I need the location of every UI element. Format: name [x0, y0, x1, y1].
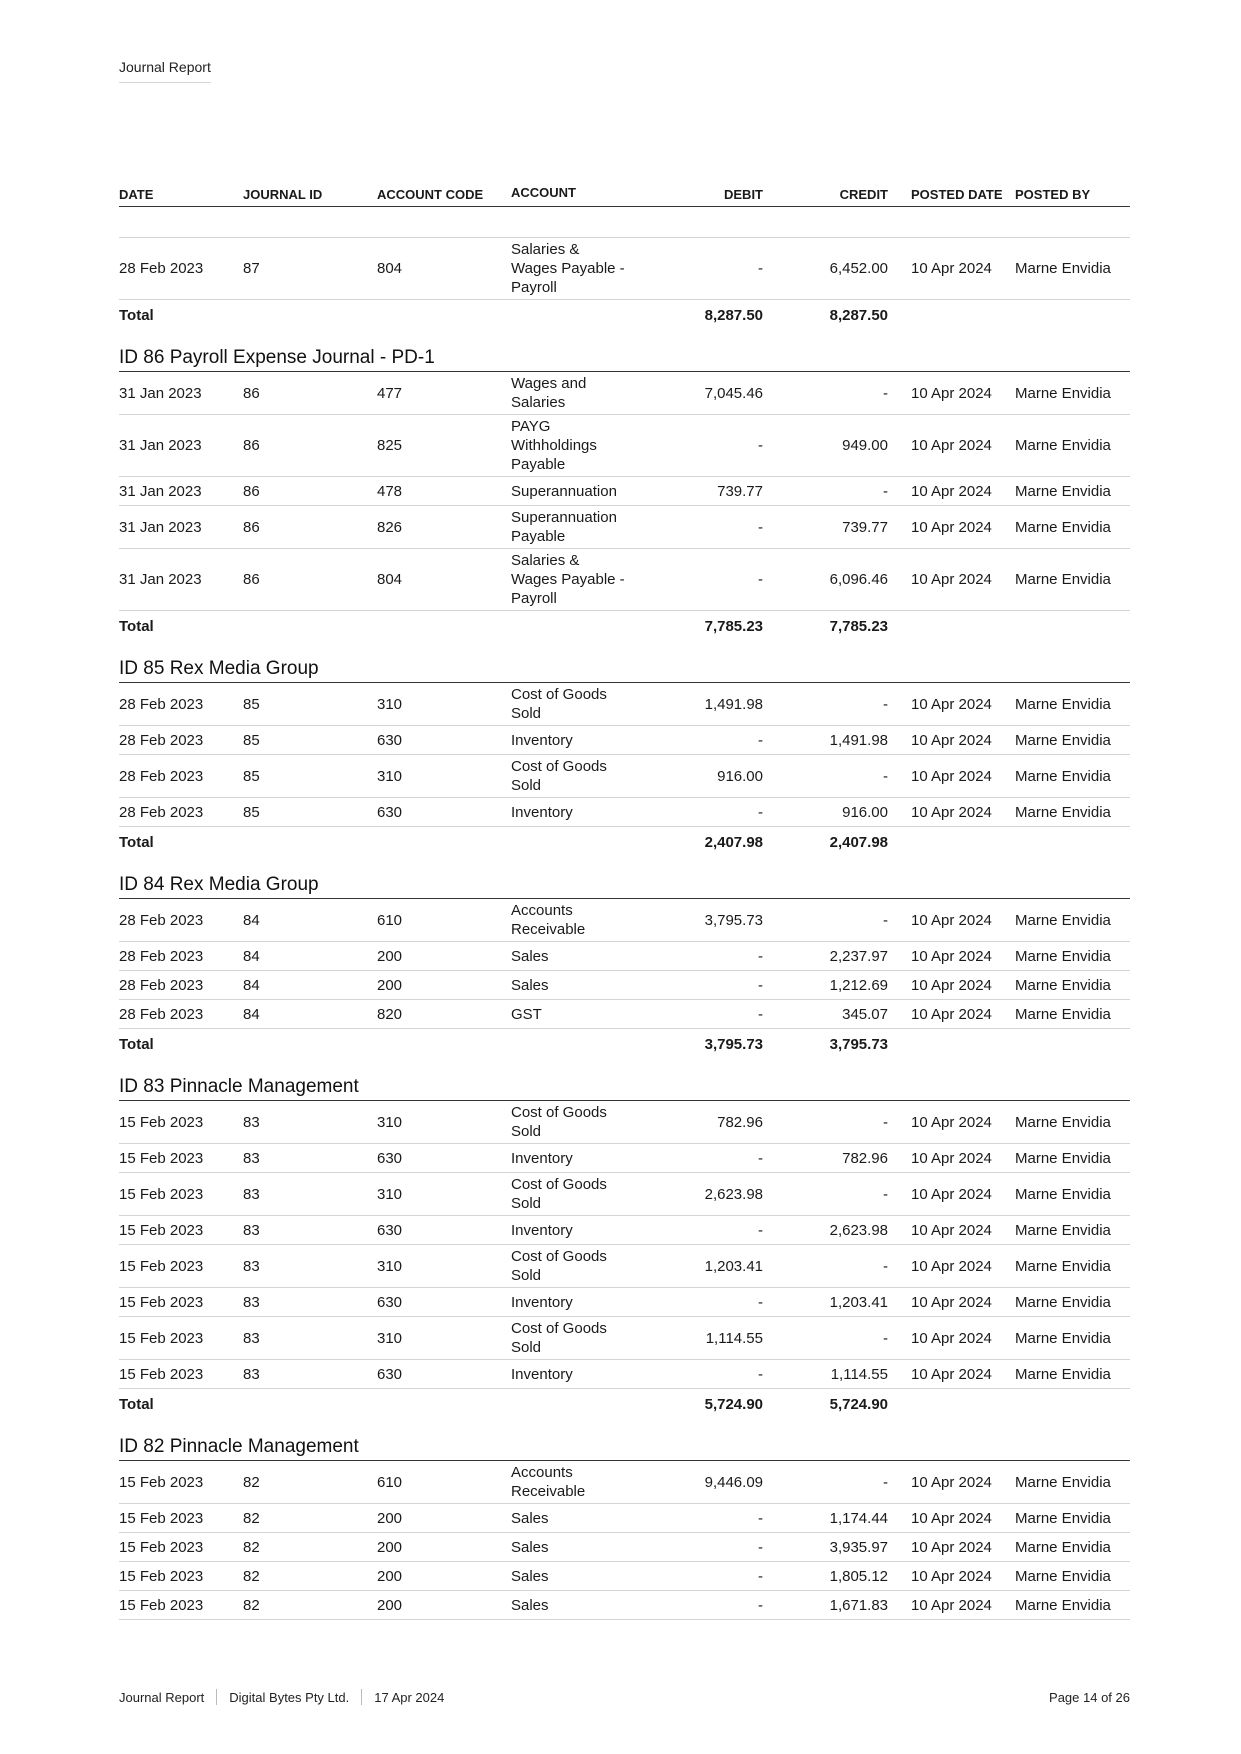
cell-posted-by: Marne Envidia: [1015, 1473, 1111, 1491]
cell-posted-by: Marne Envidia: [1015, 1113, 1111, 1131]
cell-date: 31 Jan 2023: [119, 437, 202, 454]
cell-account: Salaries & Wages Payable - Payroll: [511, 241, 625, 296]
cell-journal-id: 83: [243, 1221, 260, 1239]
cell-date: 15 Feb 2023: [119, 1365, 204, 1383]
table-row: [119, 1533, 1130, 1562]
cell-account: Sales: [511, 976, 549, 994]
cell-date: 15 Feb 2023: [119, 1257, 204, 1275]
cell-debit: -: [758, 437, 763, 454]
total-row: [119, 827, 1130, 857]
cell-credit: 1,671.83: [829, 1596, 888, 1614]
cell-account-code: 804: [377, 260, 403, 277]
cell-account: Inventory: [511, 1293, 573, 1311]
cell-journal-id: 84: [243, 1005, 260, 1023]
table-row: [119, 238, 1130, 300]
cell-account: Inventory: [511, 1149, 573, 1167]
cell-posted-by: Marne Envidia: [1015, 1509, 1111, 1527]
footer-page-number: Page 14 of 26: [1049, 1689, 1130, 1705]
cell-account: Superannuation Payable: [511, 509, 617, 545]
cell-debit: -: [758, 1149, 763, 1167]
cell-date: 15 Feb 2023: [119, 1293, 204, 1311]
cell-debit: -: [758, 1509, 763, 1527]
table-row: [119, 1216, 1130, 1245]
cell-date: 28 Feb 2023: [119, 803, 204, 821]
table-header: [119, 180, 1130, 207]
cell-debit: -: [758, 1596, 763, 1614]
table-row: [119, 942, 1130, 971]
cell-credit: -: [883, 911, 888, 929]
table-row: [119, 1504, 1130, 1533]
cell-account: Inventory: [511, 803, 573, 821]
journal-group-title: ID 86 Payroll Expense Journal - PD-1: [119, 346, 1130, 372]
table-row: [119, 899, 1130, 942]
cell-journal-id: 82: [243, 1538, 260, 1556]
cell-posted-by: Marne Envidia: [1015, 260, 1111, 277]
cell-date: 15 Feb 2023: [119, 1596, 204, 1614]
cell-account: Inventory: [511, 1365, 573, 1383]
cell-credit: 1,174.44: [829, 1509, 888, 1527]
table-row: [119, 1000, 1130, 1029]
journal-group-title: ID 84 Rex Media Group: [119, 873, 1130, 899]
journal-body: [119, 238, 1130, 1620]
cell-credit: 2,237.97: [829, 947, 888, 965]
cell-posted-date: 10 Apr 2024: [911, 384, 992, 402]
cell-date: 15 Feb 2023: [119, 1473, 204, 1491]
page-header-title: Journal Report: [119, 59, 211, 83]
table-row: [119, 1562, 1130, 1591]
cell-posted-by: Marne Envidia: [1015, 384, 1111, 402]
cell-posted-date: 10 Apr 2024: [911, 1538, 992, 1556]
cell-posted-by: Marne Envidia: [1015, 1567, 1111, 1585]
cell-journal-id: 83: [243, 1149, 260, 1167]
cell-account-code: 826: [377, 518, 403, 536]
cell-posted-date: 10 Apr 2024: [911, 1149, 992, 1167]
cell-posted-by: Marne Envidia: [1015, 1538, 1111, 1556]
cell-account-code: 200: [377, 947, 403, 965]
journal-report-table: [119, 180, 1130, 1620]
cell-account: Sales: [511, 1509, 549, 1527]
footer-report-name: Journal Report: [119, 1689, 205, 1705]
cell-posted-date: 10 Apr 2024: [911, 1113, 992, 1131]
cell-account-code: 610: [377, 911, 403, 929]
cell-debit: -: [758, 976, 763, 994]
cell-credit: -: [883, 1329, 888, 1347]
cell-journal-id: 86: [243, 437, 260, 454]
cell-account: Sales: [511, 1538, 549, 1556]
table-row: [119, 755, 1130, 798]
cell-posted-date: 10 Apr 2024: [911, 1329, 992, 1347]
cell-debit: 782.96: [717, 1113, 763, 1131]
cell-posted-by: Marne Envidia: [1015, 482, 1111, 500]
table-row: [119, 683, 1130, 726]
table-row: [119, 1591, 1130, 1620]
cell-credit: -: [883, 767, 888, 785]
cell-account-code: 820: [377, 1005, 403, 1023]
cell-date: 15 Feb 2023: [119, 1509, 204, 1527]
cell-journal-id: 83: [243, 1365, 260, 1383]
cell-debit: -: [758, 803, 763, 821]
journal-group-title: ID 83 Pinnacle Management: [119, 1075, 1130, 1101]
cell-credit: -: [883, 1257, 888, 1275]
total-row: [119, 611, 1130, 641]
cell-debit: 2,623.98: [704, 1185, 763, 1203]
cell-debit: -: [758, 260, 763, 277]
total-label: Total: [119, 617, 154, 635]
cell-credit: -: [883, 695, 888, 713]
cell-account-code: 310: [377, 1329, 403, 1347]
cell-journal-id: 84: [243, 947, 260, 965]
cell-account-code: 200: [377, 1538, 403, 1556]
column-header-account: ACCOUNT: [511, 185, 576, 200]
cell-date: 28 Feb 2023: [119, 695, 204, 713]
cell-journal-id: 85: [243, 731, 260, 749]
table-row: [119, 971, 1130, 1000]
cell-debit: -: [758, 1221, 763, 1239]
cell-journal-id: 83: [243, 1257, 260, 1275]
cell-journal-id: 84: [243, 911, 260, 929]
cell-date: 15 Feb 2023: [119, 1221, 204, 1239]
cell-debit: 1,203.41: [704, 1257, 763, 1275]
cell-date: 28 Feb 2023: [119, 911, 204, 929]
cell-posted-date: 10 Apr 2024: [911, 695, 992, 713]
cell-journal-id: 84: [243, 976, 260, 994]
cell-posted-date: 10 Apr 2024: [911, 803, 992, 821]
cell-account: Inventory: [511, 731, 573, 749]
cell-posted-date: 10 Apr 2024: [911, 1567, 992, 1585]
cell-posted-by: Marne Envidia: [1015, 1257, 1111, 1275]
cell-debit: -: [758, 1293, 763, 1311]
cell-account-code: 200: [377, 1567, 403, 1585]
footer-company: Digital Bytes Pty Ltd.: [229, 1689, 350, 1705]
cell-date: 28 Feb 2023: [119, 1005, 204, 1023]
footer-date: 17 Apr 2024: [374, 1689, 445, 1705]
cell-account-code: 630: [377, 1365, 403, 1383]
cell-journal-id: 86: [243, 518, 260, 536]
cell-debit: -: [758, 731, 763, 749]
cell-account-code: 804: [377, 571, 403, 588]
cell-account: GST: [511, 1005, 542, 1023]
cell-account-code: 310: [377, 1113, 403, 1131]
header-spacer: [119, 207, 1130, 238]
total-debit: 3,795.73: [704, 1035, 763, 1053]
cell-credit: 949.00: [842, 437, 888, 454]
total-row: [119, 300, 1130, 330]
cell-debit: -: [758, 1005, 763, 1023]
total-credit: 3,795.73: [829, 1035, 888, 1053]
table-row: [119, 1288, 1130, 1317]
cell-debit: -: [758, 518, 763, 536]
total-label: Total: [119, 306, 154, 324]
cell-debit: 916.00: [717, 767, 763, 785]
cell-posted-date: 10 Apr 2024: [911, 911, 992, 929]
cell-debit: -: [758, 947, 763, 965]
cell-credit: 345.07: [842, 1005, 888, 1023]
table-row: [119, 1173, 1130, 1216]
cell-posted-date: 10 Apr 2024: [911, 571, 992, 588]
cell-posted-by: Marne Envidia: [1015, 1596, 1111, 1614]
cell-account-code: 630: [377, 1221, 403, 1239]
column-header-credit: CREDIT: [839, 187, 888, 202]
cell-journal-id: 85: [243, 767, 260, 785]
cell-posted-by: Marne Envidia: [1015, 695, 1111, 713]
table-row: [119, 1317, 1130, 1360]
cell-journal-id: 85: [243, 695, 260, 713]
cell-date: 15 Feb 2023: [119, 1149, 204, 1167]
cell-date: 15 Feb 2023: [119, 1538, 204, 1556]
cell-date: 31 Jan 2023: [119, 384, 202, 402]
column-header-posted-by: POSTED BY: [1015, 187, 1091, 202]
cell-account-code: 478: [377, 482, 403, 500]
cell-debit: 1,491.98: [704, 695, 763, 713]
cell-debit: 9,446.09: [704, 1473, 763, 1491]
cell-posted-by: Marne Envidia: [1015, 1293, 1111, 1311]
cell-account: Sales: [511, 1567, 549, 1585]
cell-credit: 1,212.69: [829, 976, 888, 994]
cell-posted-date: 10 Apr 2024: [911, 1596, 992, 1614]
cell-posted-date: 10 Apr 2024: [911, 482, 992, 500]
cell-posted-by: Marne Envidia: [1015, 1185, 1111, 1203]
total-label: Total: [119, 1395, 154, 1413]
total-credit: 8,287.50: [829, 306, 888, 324]
cell-date: 15 Feb 2023: [119, 1185, 204, 1203]
cell-debit: 739.77: [717, 482, 763, 500]
cell-account-code: 610: [377, 1473, 403, 1491]
cell-credit: 6,452.00: [829, 260, 888, 277]
total-debit: 8,287.50: [704, 306, 763, 324]
total-debit: 5,724.90: [704, 1395, 763, 1413]
cell-credit: 1,805.12: [829, 1567, 888, 1585]
cell-date: 31 Jan 2023: [119, 482, 202, 500]
cell-posted-by: Marne Envidia: [1015, 518, 1111, 536]
cell-credit: -: [883, 384, 888, 402]
table-row: [119, 1360, 1130, 1389]
cell-credit: 2,623.98: [829, 1221, 888, 1239]
cell-posted-date: 10 Apr 2024: [911, 731, 992, 749]
cell-date: 15 Feb 2023: [119, 1329, 204, 1347]
total-credit: 7,785.23: [829, 617, 888, 635]
table-row: [119, 1101, 1130, 1144]
table-row: [119, 372, 1130, 415]
cell-debit: 1,114.55: [705, 1329, 763, 1347]
cell-posted-by: Marne Envidia: [1015, 1005, 1111, 1023]
cell-journal-id: 86: [243, 384, 260, 402]
footer-divider: [216, 1689, 217, 1705]
cell-posted-date: 10 Apr 2024: [911, 260, 992, 277]
column-header-debit: DEBIT: [724, 187, 763, 202]
table-row: [119, 549, 1130, 611]
cell-posted-date: 10 Apr 2024: [911, 437, 992, 454]
total-row: [119, 1389, 1130, 1419]
cell-debit: -: [758, 1365, 763, 1383]
cell-account: Cost of Goods Sold: [511, 1320, 607, 1356]
cell-account: Sales: [511, 1596, 549, 1614]
cell-credit: 916.00: [842, 803, 888, 821]
total-credit: 5,724.90: [829, 1395, 888, 1413]
cell-account-code: 630: [377, 731, 403, 749]
cell-date: 31 Jan 2023: [119, 518, 202, 536]
cell-account-code: 825: [377, 437, 403, 454]
cell-posted-date: 10 Apr 2024: [911, 1185, 992, 1203]
table-row: [119, 1245, 1130, 1288]
cell-date: 28 Feb 2023: [119, 976, 204, 994]
cell-credit: 739.77: [842, 518, 888, 536]
cell-account-code: 630: [377, 803, 403, 821]
total-label: Total: [119, 1035, 154, 1053]
cell-debit: 7,045.46: [704, 384, 763, 402]
cell-account-code: 200: [377, 1509, 403, 1527]
cell-debit: -: [758, 1538, 763, 1556]
cell-account: Accounts Receivable: [511, 1464, 586, 1500]
cell-posted-by: Marne Envidia: [1015, 571, 1111, 588]
cell-posted-date: 10 Apr 2024: [911, 1473, 992, 1491]
cell-posted-date: 10 Apr 2024: [911, 1293, 992, 1311]
table-row: [119, 415, 1130, 477]
cell-debit: -: [758, 1567, 763, 1585]
cell-account: Wages and Salaries: [511, 375, 587, 411]
cell-date: 28 Feb 2023: [119, 731, 204, 749]
cell-posted-by: Marne Envidia: [1015, 1329, 1111, 1347]
cell-date: 28 Feb 2023: [119, 947, 204, 965]
total-debit: 7,785.23: [704, 617, 763, 635]
cell-credit: 1,203.41: [829, 1293, 888, 1311]
table-row: [119, 1461, 1130, 1504]
cell-posted-by: Marne Envidia: [1015, 803, 1111, 821]
table-row: [119, 477, 1130, 506]
total-row: [119, 1029, 1130, 1059]
cell-posted-by: Marne Envidia: [1015, 767, 1111, 785]
cell-account-code: 200: [377, 976, 403, 994]
cell-posted-date: 10 Apr 2024: [911, 767, 992, 785]
cell-credit: -: [883, 1113, 888, 1131]
cell-account: Cost of Goods Sold: [511, 758, 607, 794]
cell-journal-id: 87: [243, 260, 260, 277]
cell-account-code: 310: [377, 695, 403, 713]
cell-credit: 3,935.97: [829, 1538, 888, 1556]
table-row: [119, 726, 1130, 755]
cell-posted-date: 10 Apr 2024: [911, 1509, 992, 1527]
cell-credit: 782.96: [842, 1149, 888, 1167]
cell-credit: 1,114.55: [830, 1365, 888, 1383]
cell-posted-by: Marne Envidia: [1015, 976, 1111, 994]
cell-journal-id: 85: [243, 803, 260, 821]
cell-date: 15 Feb 2023: [119, 1113, 204, 1131]
cell-journal-id: 86: [243, 482, 260, 500]
cell-journal-id: 86: [243, 571, 260, 588]
cell-account-code: 310: [377, 1185, 403, 1203]
cell-posted-by: Marne Envidia: [1015, 947, 1111, 965]
cell-journal-id: 82: [243, 1509, 260, 1527]
cell-account-code: 630: [377, 1149, 403, 1167]
cell-posted-date: 10 Apr 2024: [911, 1005, 992, 1023]
cell-posted-date: 10 Apr 2024: [911, 947, 992, 965]
cell-date: 28 Feb 2023: [119, 767, 204, 785]
cell-account: Inventory: [511, 1221, 573, 1239]
cell-date: 15 Feb 2023: [119, 1567, 204, 1585]
cell-posted-date: 10 Apr 2024: [911, 518, 992, 536]
table-row: [119, 506, 1130, 549]
cell-debit: -: [758, 571, 763, 588]
cell-account: Cost of Goods Sold: [511, 1248, 607, 1284]
cell-journal-id: 83: [243, 1113, 260, 1131]
cell-account: Cost of Goods Sold: [511, 1176, 607, 1212]
column-header-date: DATE: [119, 187, 154, 202]
cell-account: Superannuation: [511, 482, 617, 500]
cell-account: PAYG Withholdings Payable: [511, 418, 597, 473]
cell-journal-id: 82: [243, 1473, 260, 1491]
journal-group-title: ID 85 Rex Media Group: [119, 657, 1130, 683]
column-header-posted-date: POSTED DATE: [911, 187, 1003, 202]
cell-posted-by: Marne Envidia: [1015, 437, 1111, 454]
cell-credit: -: [883, 1473, 888, 1491]
cell-account: Accounts Receivable: [511, 902, 586, 938]
cell-credit: -: [883, 482, 888, 500]
table-row: [119, 798, 1130, 827]
column-header-account-code: ACCOUNT CODE: [377, 187, 484, 202]
cell-credit: 6,096.46: [829, 571, 888, 588]
cell-account: Sales: [511, 947, 549, 965]
cell-posted-date: 10 Apr 2024: [911, 1365, 992, 1383]
cell-journal-id: 82: [243, 1596, 260, 1614]
cell-account-code: 200: [377, 1596, 403, 1614]
footer-divider: [361, 1689, 362, 1705]
page-footer: [119, 1689, 1130, 1705]
cell-account: Cost of Goods Sold: [511, 686, 607, 722]
cell-credit: 1,491.98: [829, 731, 888, 749]
cell-posted-date: 10 Apr 2024: [911, 1257, 992, 1275]
cell-posted-by: Marne Envidia: [1015, 911, 1111, 929]
cell-journal-id: 83: [243, 1329, 260, 1347]
cell-posted-by: Marne Envidia: [1015, 1221, 1111, 1239]
cell-account-code: 477: [377, 384, 403, 402]
cell-account-code: 310: [377, 1257, 403, 1275]
cell-posted-by: Marne Envidia: [1015, 1365, 1111, 1383]
cell-posted-date: 10 Apr 2024: [911, 976, 992, 994]
cell-date: 31 Jan 2023: [119, 571, 202, 588]
cell-account-code: 630: [377, 1293, 403, 1311]
cell-posted-by: Marne Envidia: [1015, 731, 1111, 749]
cell-account-code: 310: [377, 767, 403, 785]
cell-journal-id: 83: [243, 1185, 260, 1203]
total-debit: 2,407.98: [704, 833, 763, 851]
cell-posted-date: 10 Apr 2024: [911, 1221, 992, 1239]
cell-account: Cost of Goods Sold: [511, 1104, 607, 1140]
table-row: [119, 1144, 1130, 1173]
journal-group-title: ID 82 Pinnacle Management: [119, 1435, 1130, 1461]
cell-debit: 3,795.73: [704, 911, 763, 929]
cell-journal-id: 83: [243, 1293, 260, 1311]
cell-credit: -: [883, 1185, 888, 1203]
cell-date: 28 Feb 2023: [119, 260, 204, 277]
total-credit: 2,407.98: [829, 833, 888, 851]
cell-account: Salaries & Wages Payable - Payroll: [511, 552, 625, 607]
column-header-journal-id: JOURNAL ID: [243, 187, 323, 202]
cell-posted-by: Marne Envidia: [1015, 1149, 1111, 1167]
cell-journal-id: 82: [243, 1567, 260, 1585]
total-label: Total: [119, 833, 154, 851]
